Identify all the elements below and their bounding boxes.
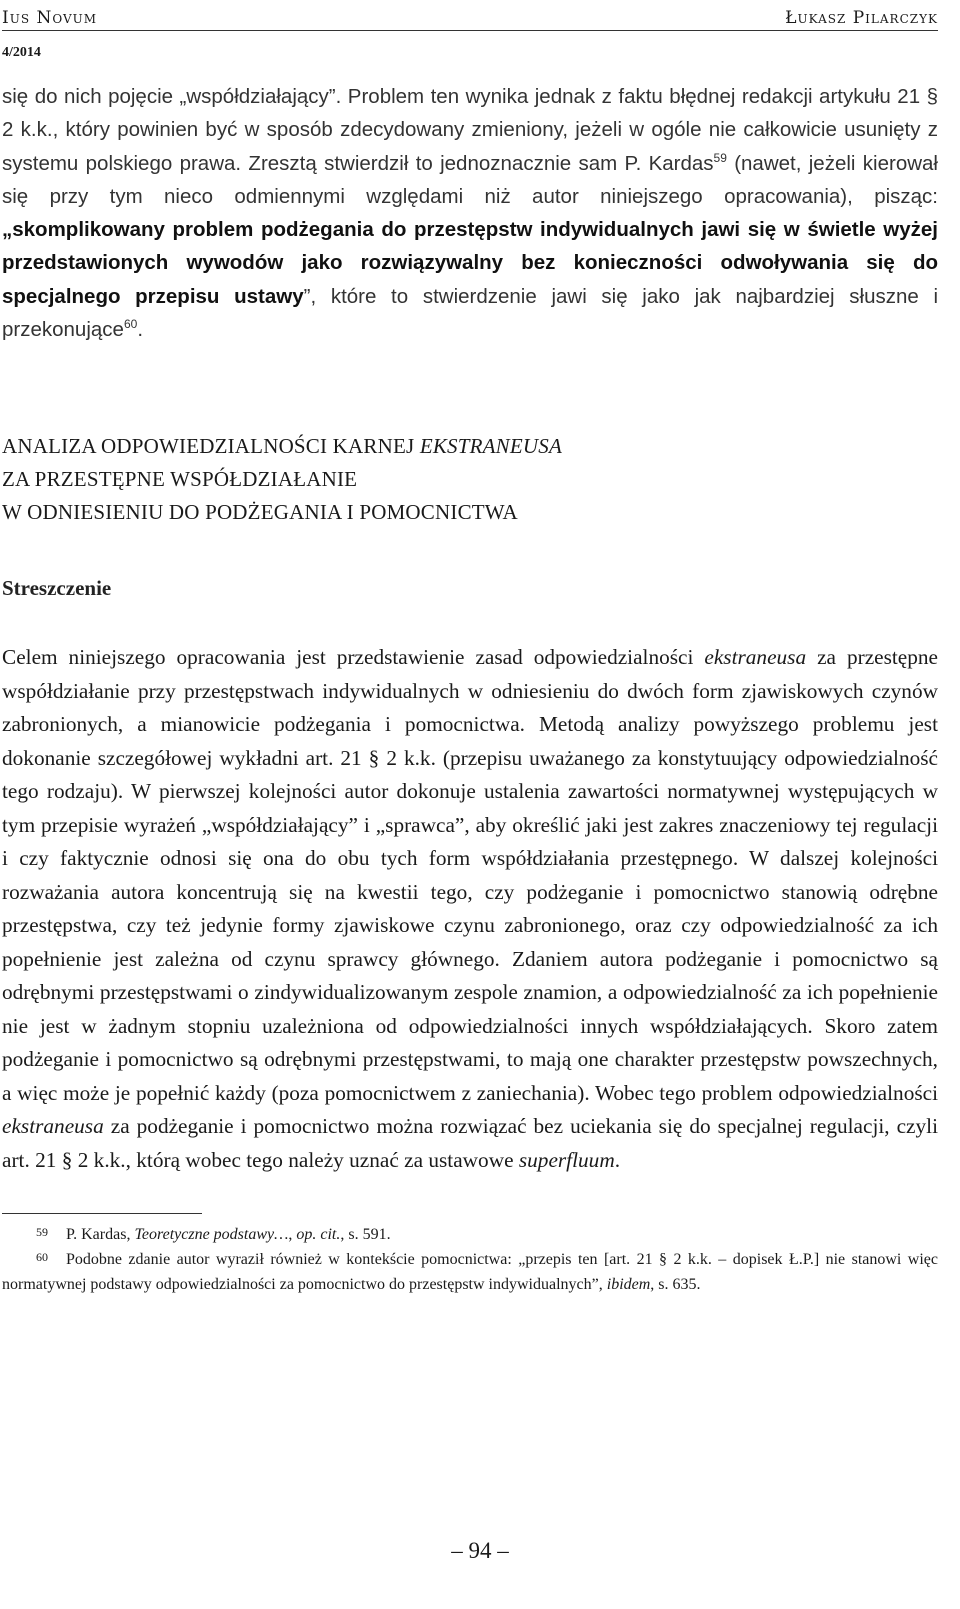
footnote-ref-60: 60 [123, 317, 138, 332]
header-rule [2, 30, 938, 31]
abstract-paragraph: Celem niniejszego opracowania jest przedstawienie zasad odpowiedzialności ekstraneusa za przestępne współdziałanie przy przestępstwach indywidualnych w odniesieniu do dwóch form zjawiskowych czynów zabronionych, a mianowicie podżegania i pomocnictwa. Metodą analizy powyższego problemu jest dokonanie szczegółowej wykładni art. 21 § 2 k.k. (przepisu uważanego za konstytuujący odpowiedzialność tego rodzaju). W pierwszej kolejności autor dokonuje ustalenia zawartości normatywnej występujących w tym przepisie wyrażeń „współdziałający” i „sprawca”, aby określić jaki jest zakres znaczeniowy tej regulacji i czy faktycznie odnosi się ona do obu tych form współdziałania przestępnego. W dalszej kolejności rozważania autora koncentrują się na kwestii tego, czy podżeganie i pomocnictwo stanowią odrębne przestępstwa, czy też jedynie formy zjawiskowe czynu zabronionego, oraz czy odpowiedzialność za ich popełnienie jest zależna od czynu sprawcy głównego. Zdaniem autora podżeganie i pomocnictwo są odrębnymi przestępstwami o zindywidualizowanym zespole znamion, a odpowiedzialność za ich popełnienie nie jest w żadnym stopniu uzależniona od odpowiedzialności innych współdziałających. Skoro zatem podżeganie i pomocnictwo są odrębnymi przestępstwami, to mają one charakter przestępstw powszechnych, a więc może je popełnić każdy (poza pomocnictwem z zaniechania). Wobec tego problem odpowiedzialności ekstraneusa za podżeganie i pomocnictwo można rozwiązać bez uciekania się do specjalnej regulacji, czyli art. 21 § 2 k.k., którą wobec tego należy uznać za ustawowe superfluum. [2, 645, 939, 1172]
footnote-ref-59: 59 [713, 150, 727, 165]
footnote-number: 60 [36, 1250, 48, 1265]
page-number: – 94 – [451, 1538, 509, 1563]
section-title-line-1: ANALIZA ODPOWIEDZIALNOŚCI KARNEJ EKSTRANEUSA [2, 434, 563, 459]
intro-text-3: ”, które to stwierdzenie jawi się jako jak najbardziej słuszne i przekonujące [2, 284, 938, 342]
footnote-rule [2, 1213, 202, 1214]
intro-text-2: (nawet, jeżeli kierował się przy tym nieco odmiennymi względami niż autor niniejszego opracowania), pisząc: [2, 151, 938, 208]
intro-quote: „skomplikowany problem podżegania do przestępstw indywidualnych jawi się w świetle wyżej przedstawionych wywodów jako rozwiązywalny bez konieczności odwoływania się do specjalnego przepisu ustawy [2, 218, 938, 308]
section-title [2, 430, 938, 529]
abstract-heading: Streszczenie [2, 576, 112, 601]
intro-paragraph [2, 80, 938, 346]
footnote-number: 59 [36, 1225, 48, 1240]
journal-name: Ius Novum [2, 8, 98, 28]
intro-text-4: . [137, 318, 144, 342]
footnote-59: 59 P. Kardas, Teoretyczne podstawy…, op. cit., s. 591. [2, 1222, 938, 1247]
issue-number: 4/2014 [2, 45, 41, 60]
section-title-italic: EKSTRANEUSA [419, 434, 563, 459]
intro-text-1: się do nich pojęcie „współdziałający”. Problem ten wynika jednak z faktu błędnej redakcji artykułu 21 § 2 k.k., który powinien być w sposób zdecydowany zmieniony, jeżeli w ogóle nie całkowicie usunięty z systemu polskiego prawa. Zresztą stwierdził to jednoznacznie sam P. Kardas [2, 85, 938, 175]
running-head [2, 0, 938, 28]
section-title-line-3: W ODNIESIENIU DO PODŻEGANIA I POMOCNICTWA [2, 500, 518, 525]
section-title-line-2: ZA PRZESTĘPNE WSPÓŁDZIAŁANIE [2, 467, 358, 492]
author-name: Łukasz Pilarczyk [785, 8, 938, 28]
footnote-60: 60 Podobne zdanie autor wyraził również w kontekście pomocnictwa: „przepis ten [art. 21 § 2 k.k. – dopisek Ł.P.] nie stanowi więc normatywnej podstawy odpowiedzialności za pomocnictwo do przestępstw indywidualnych”, ibidem, s. 635. [2, 1247, 938, 1297]
